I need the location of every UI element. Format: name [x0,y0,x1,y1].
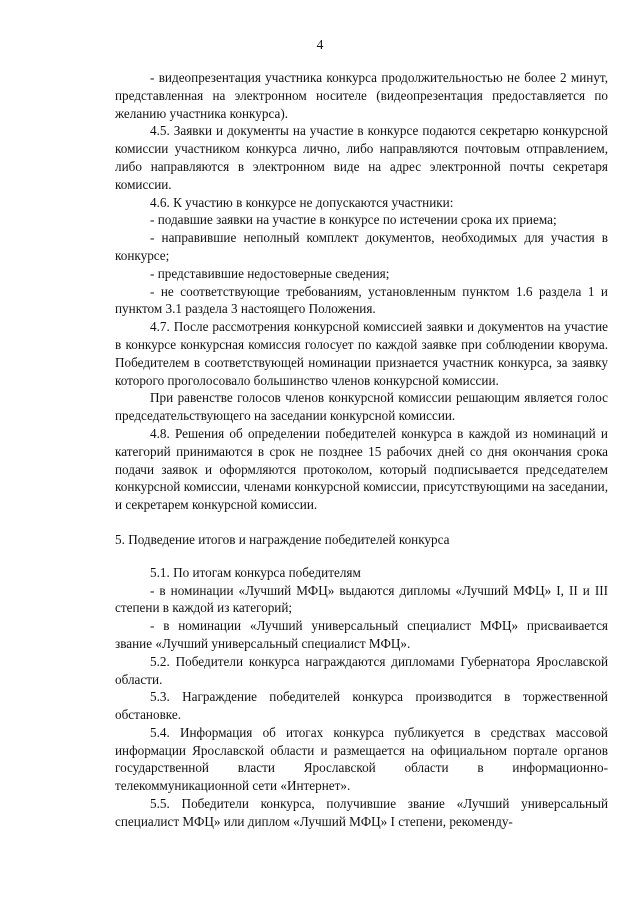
list-item-best-specialist: - в номинации «Лучший универсальный специалист МФЦ» присваивается звание «Лучший универсальный специалист МФЦ». [115,618,608,651]
paragraph-4-5: 4.5. Заявки и документы на участие в конкурсе подаются секретарю конкурсной комиссии участником конкурса лично, либо направляются почтовым отправлением, либо направляются в электронном виде на адрес электронной почты секретаря комиссии. [115,123,608,192]
list-item-incomplete-documents: - направившие неполный комплект документов, необходимых для участия в конкурсе; [115,230,608,263]
paragraph-5-4: 5.4. Информация об итогах конкурса публикуется в средствах массовой информации Ярославской области и размещается на официальном портале органов государственной власти Ярославской области в информационно-телекоммуникационной сети «Интернет». [115,724,608,794]
paragraph-5-1: 5.1. По итогам конкурса победителям [150,564,361,580]
paragraph-4-6: 4.6. К участию в конкурсе не допускаются участники: [150,194,454,210]
list-item-best-mfc: - в номинации «Лучший МФЦ» выдаются дипломы «Лучший МФЦ» I, II и III степени в каждой из категорий; [115,582,608,616]
section-heading: 5. Подведение итогов и награждение победителей конкурса [115,531,450,547]
paragraph-video-presentation: - видеопрезентация участника конкурса продолжительностью не более 2 минут, представленная на электронном носителе (видеопрезентация предоставляется по желанию участника конкурса). [115,70,608,121]
paragraph-4-7: 4.7. После рассмотрения конкурсной комиссией заявки и документов на участие в конкурсе конкурсная комиссия голосует по каждой заявке при соблюдении кворума. Победителем в соответствующей номинации признается участник конкурса, за заявку которого проголосовало большинство членов конкурсной комиссии. [115,319,608,388]
paragraph-5-3: 5.3. Награждение победителей конкурса производится в торжественной обстановке. [115,689,608,723]
page-number: 4 [316,37,324,52]
paragraph-tie-vote: При равенстве голосов членов конкурсной комиссии решающим является голос председательствующего на заседании конкурсной комиссии. [115,390,608,424]
list-item-false-information: - представившие недостоверные сведения; [150,265,390,281]
paragraph-4-8: 4.8. Решения об определении победителей конкурса в каждой из номинаций и категорий принимаются в срок не позднее 15 рабочих дней со дня окончания срока подачи заявок и оформляются протоколом, который подписывается председателем конкурсной комиссии, членами конкурсной комиссии, присутствующими на заседании, и секретарем конкурсной комиссии. [115,425,608,513]
document-body [115,69,608,831]
list-item-non-compliant: - не соответствующие требованиям, установленным пунктом 1.6 раздела 1 и пунктом 3.1 раздела 3 настоящего Положения. [115,283,608,317]
paragraph-5-2: 5.2. Победители конкурса награждаются дипломами Губернатора Ярославской области. [115,653,608,687]
paragraph-5-5: 5.5. Победители конкурса, получившие звание «Лучший универсальный специалист МФЦ» или диплом «Лучший МФЦ» I степени, рекоменду- [115,796,608,829]
list-item-late-applications: - подавшие заявки на участие в конкурсе по истечении срока их приема; [150,212,557,228]
